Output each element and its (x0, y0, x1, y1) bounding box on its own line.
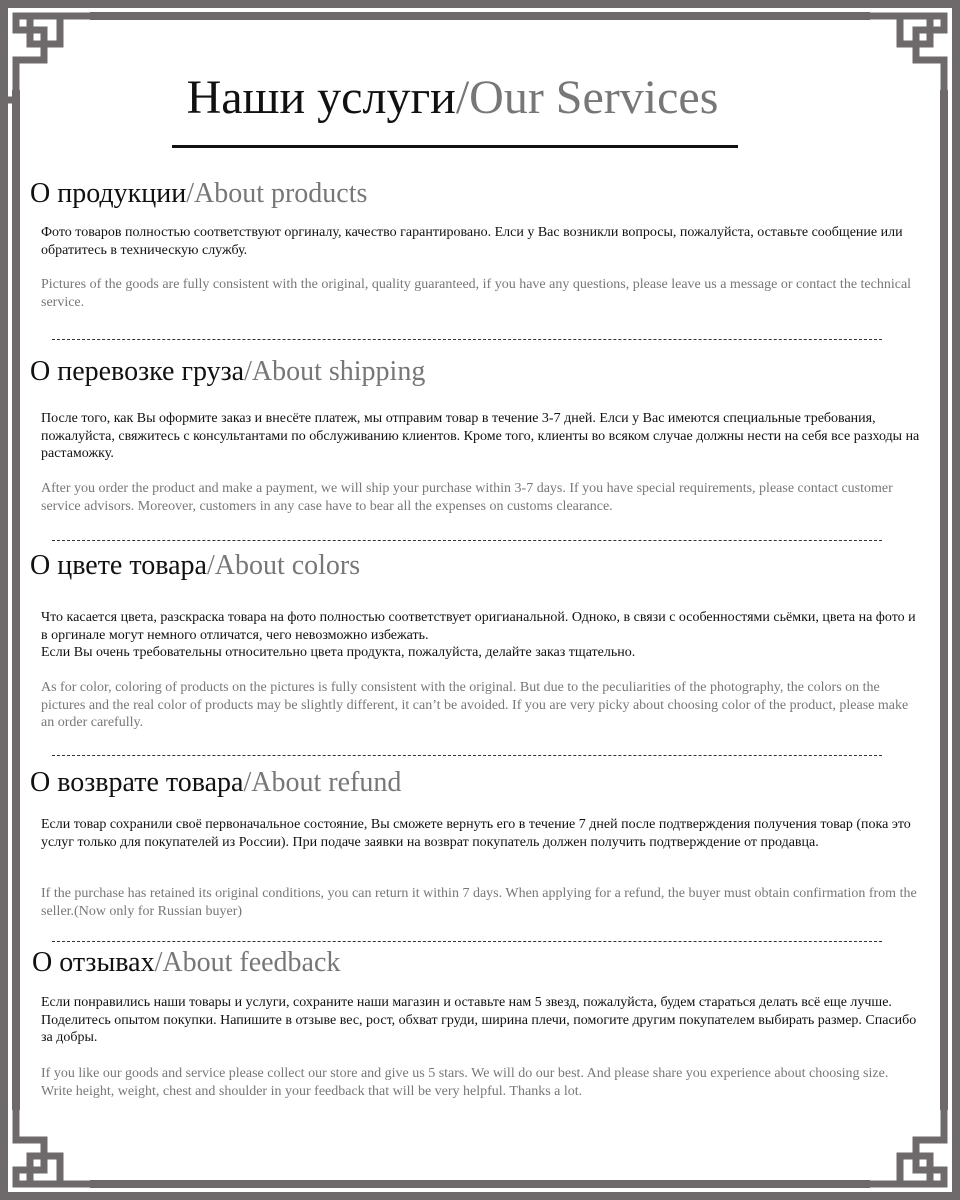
section-text-en-feedback: If you like our goods and service please collect our store and give us 5 stars. We will do our best. And please share you experience about choosing size. Write height, weight, chest and shoulder in your feedback that will be very helpful. Thanks a lot. (41, 1066, 889, 1099)
heading-ru: О продукции (30, 178, 187, 209)
section-text-en-refund: If the purchase has retained its original conditions, you can return it within 7 days. When applying for a refund, the buyer must obtain confirmation from the seller.(Now only for Russian buyer) (41, 886, 917, 919)
heading-ru: О цвете товара (30, 550, 207, 581)
section-text-ru-refund: Если товар сохранили своё первоначальное состояние, Вы сможете вернуть его в течение 7 дней после подтверждения получения товар (пока это услуг только для покупателей из России). При подаче заявки на возврат покупатель должен получить подтверждение от продавца. (41, 817, 911, 850)
heading-en: About shipping (251, 356, 426, 387)
title-separator: / (455, 71, 470, 124)
section-text-en-colors: As for color, coloring of products on the pictures is fully consistent with the original. But due to the peculiarities of the photography, the colors on the pictures and the real color of products may be slightly different, it can’t be avoided. If you are very picky about choosing color of the product, please make an order carefully. (41, 680, 909, 730)
heading-ru: О отзывах (32, 947, 155, 978)
heading-ru: О перевозке груза (30, 356, 245, 387)
section-divider (52, 339, 882, 340)
title-en: Our Services (469, 71, 719, 124)
section-text-en-shipping: After you order the product and make a payment, we will ship your purchase within 3-7 days. If you have special requirements, please contact customer service advisors. Moreover, customers in any case have to bear all the expenses on customs clearance. (41, 481, 893, 514)
section-heading-products: О продукции/About products (30, 178, 368, 209)
heading-en: About feedback (162, 947, 341, 978)
title-ru: Наши услуги (186, 71, 456, 124)
section-divider (52, 941, 882, 942)
section-heading-feedback: О отзывах/About feedback (32, 947, 341, 978)
heading-en: About colors (214, 550, 361, 581)
section-text-en-products: Pictures of the goods are fully consistent with the original, quality guaranteed, if you have any questions, please leave us a message or contact the technical service. (41, 277, 912, 310)
section-text-ru-colors: Что касается цвета, разскраска товара на фото полностью соответствует оригианальной. Одноко, в связи с особенностями сьёмки, цвета на фото и в оргинале могут немного отличатся, чего невозможно избежать. Если Вы очень требовательны относительно цвета продукта, пожалуйста, делайте заказ тщательно. (41, 610, 916, 660)
section-text-ru-shipping: После того, как Вы оформите заказ и внесёте платеж, мы отправим товар в течение 3-7 дней. Елси у Вас имеются специальные требования, пожалуйста, свяжитесь с консультантами по обслуживанию клиентов. Кроме того, клиенты во всяком случае должны нести на себя все разходы на растаможку. (41, 411, 920, 461)
section-text-ru-feedback: Если понравились наши товары и услуги, сохраните наши магазин и оставьте нам 5 звезд, пожалуйста, будем стараться делать всё еще лучше. Поделитесь опытом покупки. Напишите в отзыве вес, рост, обхват груди, ширина плечи, помогите другим покупателем выбирать размер. Спасибо за добры. (41, 995, 917, 1045)
section-heading-refund: О возврате товара/About refund (30, 767, 402, 798)
page-title (0, 70, 905, 126)
section-heading-shipping: О перевозке груза/About shipping (30, 356, 426, 387)
section-divider (52, 540, 882, 541)
section-text-ru-products: Фото товаров полностью соответствуют оргиналу, качество гарантировано. Елси у Вас возникли вопросы, пожалуйста, оставьте сообщение или обратитесь в техническую службу. (41, 225, 903, 258)
heading-ru: О возврате товара (30, 767, 244, 798)
heading-en: About refund (251, 767, 402, 798)
section-divider (52, 755, 882, 756)
heading-en: About products (193, 178, 368, 209)
section-heading-colors: О цвете товара/About colors (30, 550, 361, 581)
title-underline (172, 145, 738, 148)
